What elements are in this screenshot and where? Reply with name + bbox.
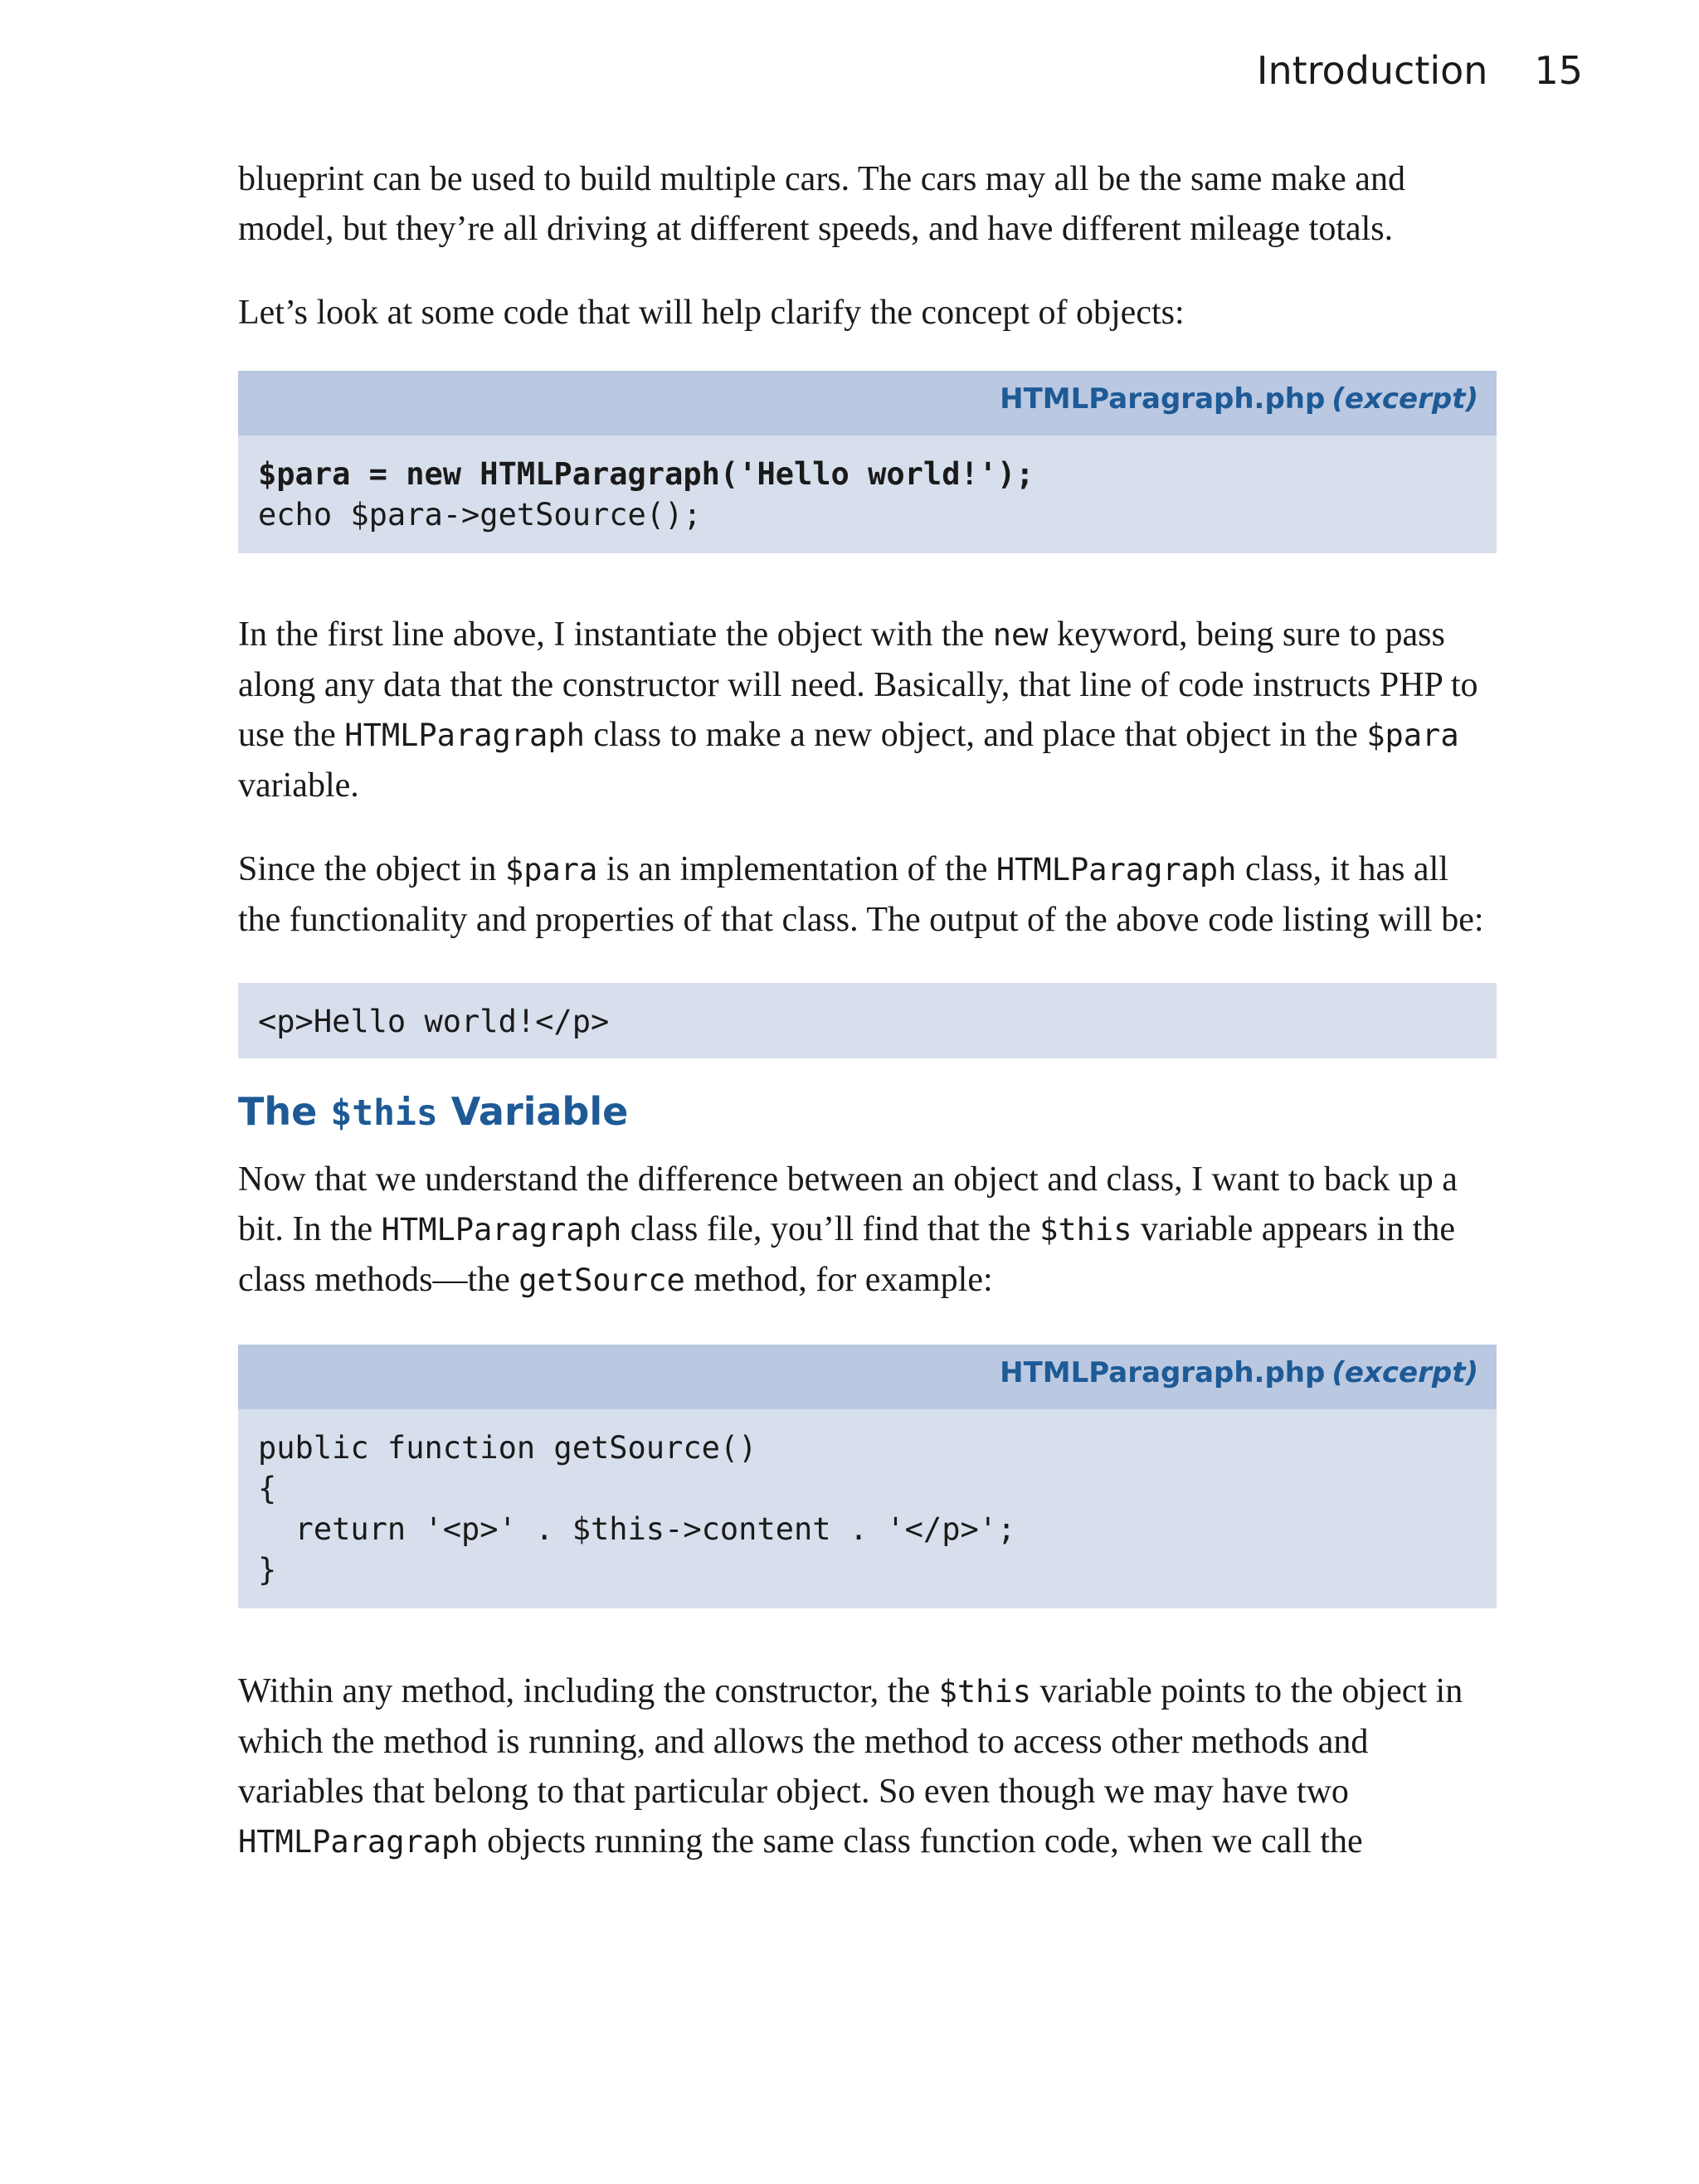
- code-caption: [238, 1345, 1497, 1409]
- text-run: In the first line above, I instantiate the object with the: [238, 615, 993, 654]
- text-run: class, it has all the functionality and properties of that class. The output of the above code listing will be:: [238, 850, 1484, 939]
- text-run: Now that we understand the difference between an object and class, I want to back up a bit. In the: [238, 1160, 1458, 1248]
- code-body: [238, 1409, 1497, 1608]
- text-run: objects running the same class function code, when we call the: [478, 1822, 1363, 1861]
- paragraph-within-method: [238, 1666, 1497, 1867]
- heading-code: $this: [330, 1092, 438, 1134]
- text-run: variable.: [238, 766, 359, 805]
- code-caption-filename: HTMLParagraph.php: [1000, 382, 1326, 416]
- paragraph-implementation: [238, 844, 1497, 945]
- inline-code: new: [992, 617, 1049, 653]
- code-listing-1: [238, 371, 1497, 553]
- section-heading: [238, 1087, 1497, 1138]
- inline-code: HTMLParagraph: [996, 852, 1237, 888]
- code-line: return '<p>' . $this->content . '</p>';: [258, 1511, 1016, 1547]
- inline-code: HTMLParagraph: [238, 1824, 479, 1860]
- heading-text: The: [238, 1089, 331, 1134]
- heading-text: Variable: [437, 1089, 629, 1134]
- output-listing: [238, 983, 1497, 1058]
- output-code: [238, 983, 1497, 1058]
- text-run: is an implementation of the: [597, 850, 996, 888]
- code-line: }: [258, 1552, 277, 1588]
- text-run: method, for example:: [684, 1261, 993, 1299]
- text-run: keyword, being sure to pass along any data that the constructor will need. Basically, that line of code instructs PHP to use the: [238, 615, 1478, 754]
- code-caption-note: (excerpt): [1331, 1356, 1478, 1389]
- text-run: variable points to the object in which the method is running, and allows the method to access other methods and variables that belong to that particular object. So even though we may have two: [238, 1672, 1463, 1811]
- text-run: Within any method, including the constructor, the: [238, 1672, 939, 1710]
- code-line: echo $para->getSource();: [258, 497, 702, 533]
- code-caption-note: (excerpt): [1331, 382, 1478, 416]
- code-listing-2: [238, 1345, 1497, 1608]
- code-caption-filename: HTMLParagraph.php: [1000, 1356, 1326, 1389]
- code-line: {: [258, 1471, 277, 1506]
- paragraph-instantiate: [238, 610, 1497, 810]
- paragraph-intro-code: Let’s look at some code that will help clarify the concept of objects:: [238, 294, 1185, 332]
- code-line: $para = new HTMLParagraph('Hello world!');: [258, 456, 1034, 492]
- text-run: class file, you’ll find that the: [621, 1210, 1040, 1248]
- code-line: public function getSource(): [258, 1430, 757, 1466]
- text-run: Since the object in: [238, 850, 505, 888]
- code-line: <p>Hello world!</p>: [258, 1004, 610, 1039]
- paragraph-this-variable: [238, 1155, 1497, 1306]
- inline-code: getSource: [518, 1262, 685, 1298]
- inline-code: $this: [938, 1674, 1032, 1710]
- code-caption: [238, 371, 1497, 435]
- inline-code: $this: [1039, 1212, 1132, 1248]
- inline-code: $para: [1366, 717, 1459, 753]
- inline-code: HTMLParagraph: [381, 1212, 622, 1248]
- header-title: Introduction: [1256, 48, 1488, 93]
- text-run: variable appears in the class methods—the: [238, 1210, 1455, 1299]
- page-content: [238, 154, 1497, 1867]
- inline-code: $para: [504, 852, 598, 888]
- inline-code: HTMLParagraph: [344, 717, 585, 753]
- running-header: [1257, 48, 1583, 93]
- code-body: [238, 435, 1497, 553]
- paragraph-blueprint: blueprint can be used to build multiple cars. The cars may all be the same make and model, but they’re all driving at different speeds, and have different mileage totals.: [238, 160, 1405, 248]
- text-run: class to make a new object, and place that object in the: [584, 716, 1367, 754]
- page-number: 15: [1534, 48, 1583, 93]
